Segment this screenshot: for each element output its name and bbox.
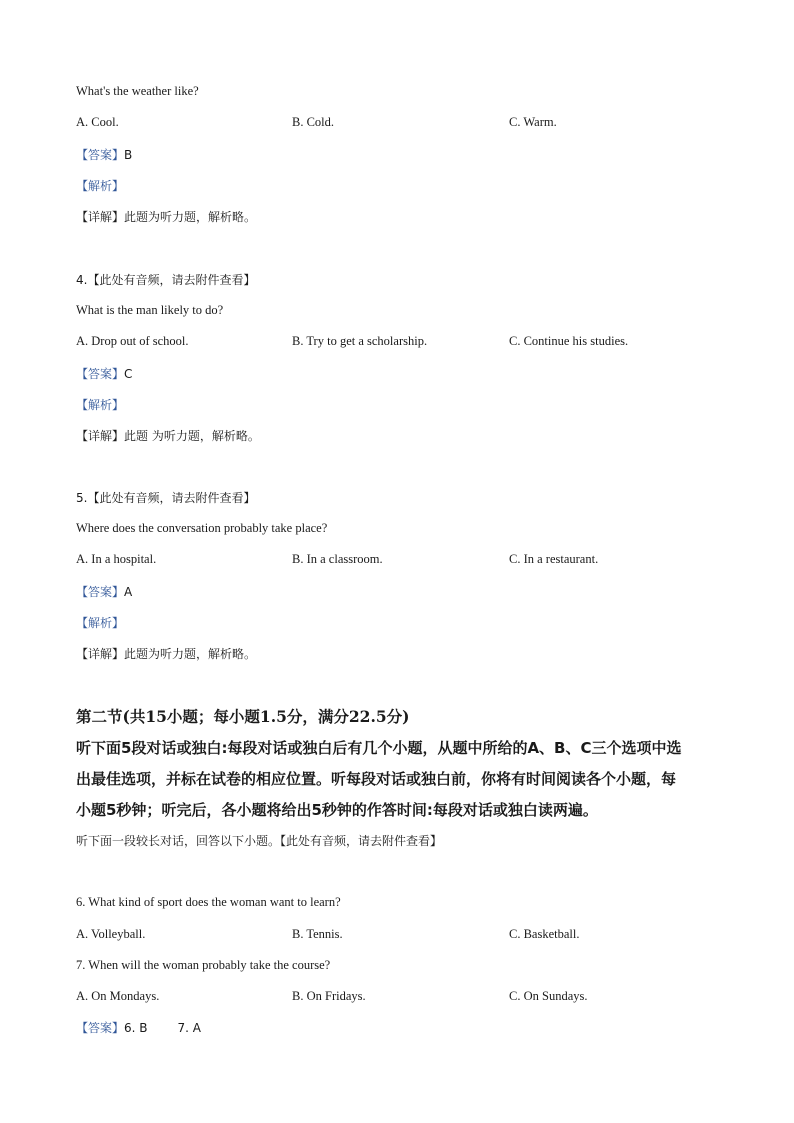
q4-option-b: B. Try to get a scholarship. (292, 334, 428, 348)
q6-question: 6. What kind of sport does the woman want to learn? (76, 895, 341, 909)
q7-option-b: B. On Fridays. (292, 989, 366, 1003)
q4-analysis-label: 【解析】 (76, 398, 125, 412)
q4-detail: 【详解】此题 为听力题，解析略。 (76, 429, 260, 443)
q7-question: 7. When will the woman probably take the course? (76, 958, 331, 972)
q4-header (76, 271, 255, 288)
answer-label: 【答案】 (76, 148, 125, 162)
q5-detail: 【详解】此题为听力题，解析略。 (76, 647, 257, 661)
section-instruction-line-3: 小题5秒钟；听完后，各小题将给出5秒钟的作答时间:每段对话或独白读两遍。 (76, 801, 598, 819)
q3-option-c: C. Warm. (509, 115, 557, 129)
q5-answer (76, 583, 132, 600)
q4-audio-note: 【此处有音频，请去附件查看】 (87, 273, 256, 287)
q5-header (76, 489, 255, 506)
q3-option-b: B. Cold. (292, 115, 335, 129)
q7-option-c: C. On Sundays. (509, 989, 588, 1003)
q5-audio-note: 【此处有音频，请去附件查看】 (87, 491, 256, 505)
answer-label: 【答案】 (76, 585, 125, 599)
q3-analysis-label: 【解析】 (76, 179, 125, 193)
q7-option-a: A. On Mondays. (76, 989, 160, 1003)
q6-option-c: C. Basketball. (509, 927, 580, 941)
section-instruction-line-1: 听下面5段对话或独白:每段对话或独白后有几个小题，从题中所给的A、B、C三个选项中选 (76, 739, 682, 757)
q4-question: What is the man likely to do? (76, 303, 224, 317)
q5-analysis-label: 【解析】 (76, 616, 125, 630)
q4-option-c: C. Continue his studies. (509, 334, 629, 348)
answers-6-7 (76, 1019, 201, 1036)
q3-answer (76, 146, 132, 163)
answer-value: C (124, 367, 133, 381)
answer-label: 【答案】 (76, 367, 125, 381)
q5-option-a: A. In a hospital. (76, 552, 157, 566)
q3-detail: 【详解】此题为听力题，解析略。 (76, 210, 257, 224)
answer-6: 6. B (124, 1021, 148, 1035)
q3-option-a: A. Cool. (76, 115, 119, 129)
q6-option-b: B. Tennis. (292, 927, 343, 941)
section-heading: 第二节(共15小题；每小题1.5分，满分22.5分) (76, 707, 410, 726)
dialogue-intro: 听下面一段较长对话，回答以下小题。【此处有音频，请去附件查看】 (76, 834, 443, 848)
answer-7: 7. A (177, 1021, 201, 1035)
q4-option-a: A. Drop out of school. (76, 334, 189, 348)
q6-option-a: A. Volleyball. (76, 927, 146, 941)
q4-answer (76, 365, 132, 382)
answer-value: A (124, 585, 133, 599)
q5-question: Where does the conversation probably take place? (76, 521, 328, 535)
q5-option-c: C. In a restaurant. (509, 552, 599, 566)
answer-label: 【答案】 (76, 1021, 125, 1035)
section-instruction-line-2: 出最佳选项，并标在试卷的相应位置。听每段对话或独白前，你将有时间阅读各个小题，每 (76, 770, 677, 788)
q5-option-b: B. In a classroom. (292, 552, 383, 566)
q4-number: 4. (76, 273, 88, 287)
q5-number: 5. (76, 491, 88, 505)
answer-value: B (124, 148, 133, 162)
q3-question: What's the weather like? (76, 84, 199, 98)
